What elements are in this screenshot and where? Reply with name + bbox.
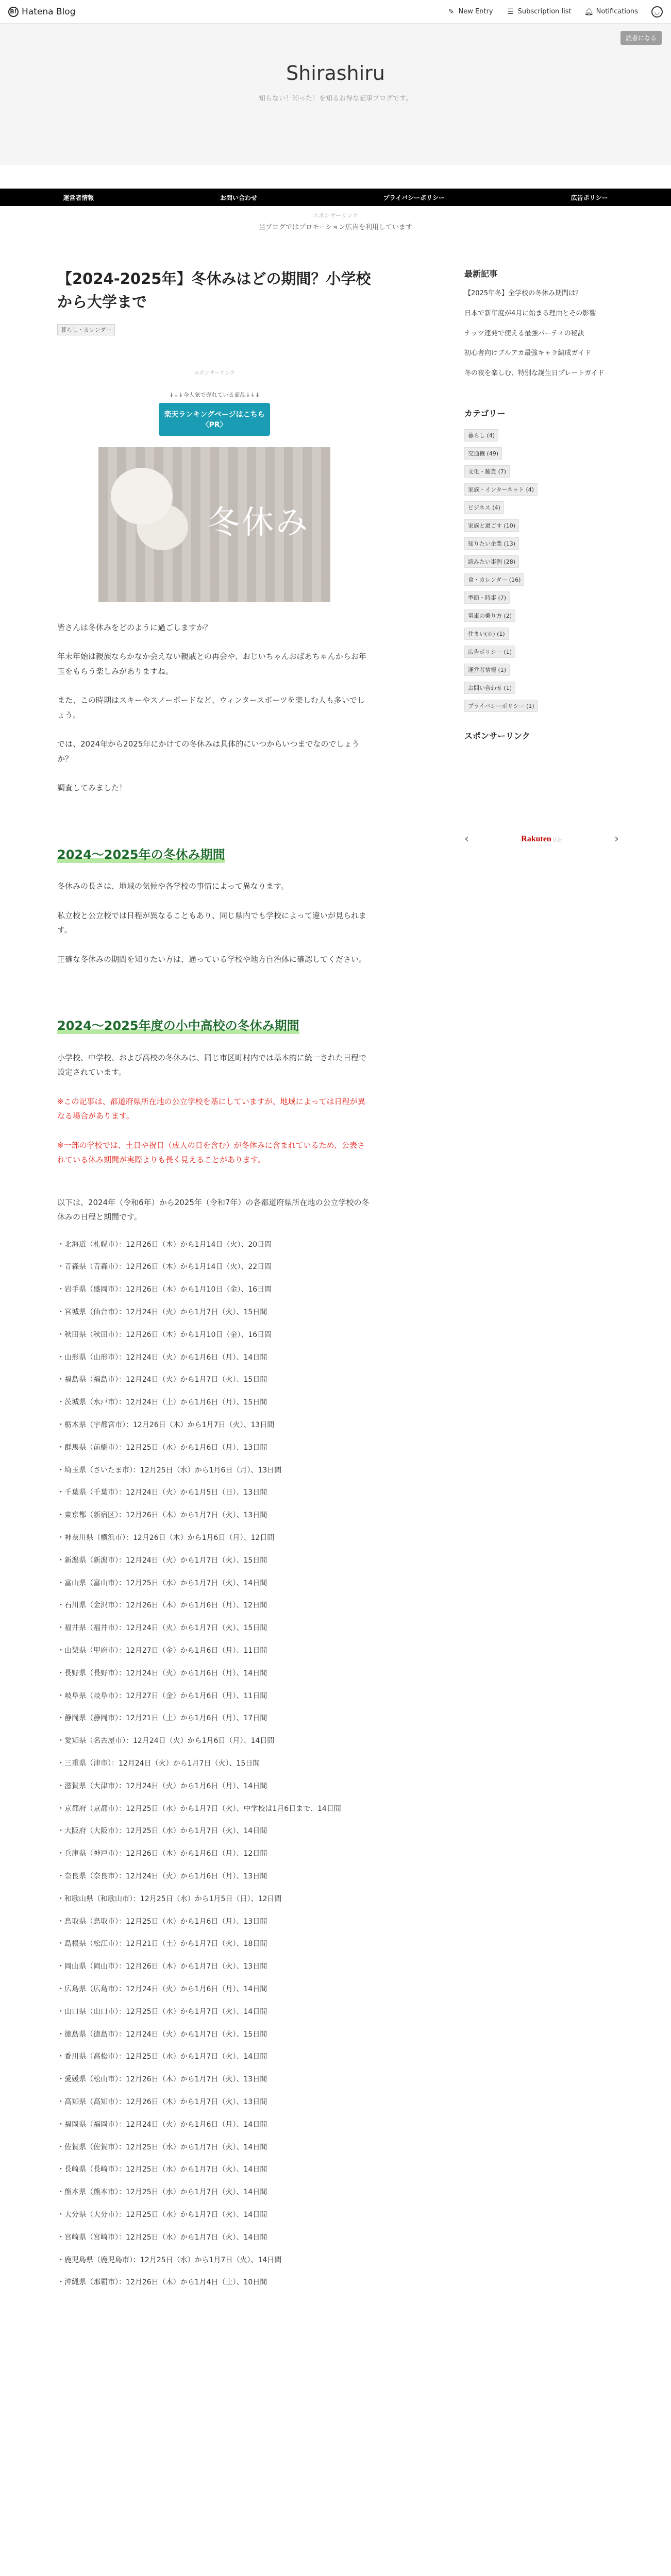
prefecture-item: ・秋田県（秋田市）：12月26日（木）から1月10日（金）、16日間 [57, 1330, 272, 1339]
new-entry-button[interactable] [447, 8, 493, 16]
article [57, 267, 372, 2299]
prefecture-item: ・福島県（福島市）：12月24日（火）から1月7日（火）、15日間 [57, 1376, 267, 1384]
prefecture-item: ・鳥取県（鳥取市）：12月25日（水）から1月6日（月）、13日間 [57, 1917, 267, 1926]
prefecture-item: ・島根県（松江市）：12月21日（土）から1月7日（火）、18日間 [57, 1940, 267, 1948]
section-paragraph: 私立校と公立校では日程が異なることもあり、同じ県内でも学校によって違いが見られます。 [57, 910, 367, 935]
chevron-right-icon[interactable]: › [614, 833, 619, 846]
section-paragraph: 小学校、中学校、および高校の冬休みは、同じ市区町村内では基本的に統一された日程で設定されています。 [57, 1053, 367, 1077]
prefecture-item: ・沖縄県（那覇市）：12月26日（木）から1月4日（土）、10日間 [57, 2278, 267, 2287]
notifications-button[interactable] [585, 8, 638, 16]
ad-subtext: ↓↓↓今人気で売れている商品↓↓↓ [169, 391, 260, 398]
recent-entry-link[interactable]: ナッツ連発で使える最強パーティの秘訣 [464, 329, 584, 337]
global-nav [0, 189, 671, 206]
recent-entry-link[interactable]: 日本で新年度が4月に始まる理由とその影響 [464, 309, 596, 317]
prefecture-item: ・東京都（新宿区）：12月26日（木）から1月7日（火）、13日間 [57, 1511, 267, 1520]
prefecture-item: ・北海道（札幌市）：12月26日（木）から1月14日（火）、20日間 [57, 1240, 272, 1249]
hatena-logo-icon: B! [8, 7, 19, 17]
prefecture-item: ・山形県（山形市）：12月24日（火）から1月6日（月）、14日間 [57, 1353, 267, 1362]
subscription-list-label: Subscription list [517, 8, 572, 15]
sponsor-heading: スポンサーリンク [464, 731, 530, 741]
sponsor-label: スポンサーリンク [313, 212, 358, 219]
rakuten-ranking-button[interactable]: 楽天ランキングページはこちら〈PR〉 [159, 403, 270, 436]
category-module [464, 407, 619, 712]
subscribe-reader-button[interactable]: 読者になる [620, 31, 662, 45]
prefecture-item: ・熊本県（熊本市）：12月25日（水）から1月7日（火）、14日間 [57, 2188, 267, 2197]
prefecture-item: ・福井県（福井市）：12月24日（火）から1月7日（火）、15日間 [57, 1624, 267, 1633]
category-link[interactable]: 運営者情報 (1) [464, 664, 510, 676]
category-link[interactable]: 交通機 (49) [464, 447, 502, 460]
promotion-note: 当ブログではプロモーション広告を利用しています [259, 224, 412, 231]
prefecture-item: ・岩手県（盛岡市）：12月26日（木）から1月10日（金）、16日間 [57, 1285, 272, 1294]
nav-about[interactable]: 運営者情報 [63, 194, 94, 201]
prefecture-item: ・山梨県（甲府市）：12月27日（金）から1月6日（月）、11日間 [57, 1647, 267, 1655]
rakuten-ad[interactable] [521, 834, 562, 844]
list-icon: ☰ [507, 7, 514, 16]
sidebar [464, 267, 619, 2299]
intro-paragraph: 調査してみました！ [57, 783, 127, 793]
hatena-brand: Hatena Blog [22, 6, 76, 17]
prefecture-item: ・石川県（金沢市）：12月26日（木）から1月6日（月）、12日間 [57, 1601, 267, 1610]
prefecture-item: ・大分県（大分市）：12月25日（水）から1月7日（火）、14日間 [57, 2210, 267, 2219]
prefecture-item: ・京都府（京都市）：12月25日（水）から1月7日（火）、中学校は1月6日まで、14日間 [57, 1804, 341, 1813]
prefecture-item: ・岡山県（岡山市）：12月26日（木）から1月7日（火）、13日間 [57, 1962, 267, 1971]
category-heading: カテゴリー [464, 408, 506, 418]
prefecture-item: ・長野県（長野市）：12月24日（火）から1月6日（月）、14日間 [57, 1669, 267, 1677]
prefecture-item: ・静岡県（静岡市）：12月21日（土）から1月6日（月）、17日間 [57, 1714, 267, 1723]
warning-note: ※一部の学校では、土日や祝日（成人の日を含む）が冬休みに含まれているため、公表されている休み期間が実際よりも長く見えることがあります。 [57, 1140, 365, 1165]
category-link[interactable]: 家族・インターネット (4) [464, 483, 538, 496]
hero-caption: 冬休み [207, 503, 310, 541]
prefecture-item: ・鹿児島県（鹿児島市）：12月25日（水）から1月7日（火）、14日間 [57, 2256, 282, 2264]
prefecture-item: ・宮城県（仙台市）：12月24日（火）から1月7日（火）、15日間 [57, 1308, 267, 1317]
rakuten-logo: Rakuten [521, 835, 551, 844]
prefecture-item: ・埼玉県（さいたま市）：12月25日（水）から1月6日（月）、13日間 [57, 1466, 282, 1475]
recent-entry-link[interactable]: 【2025年冬】全学校の冬休み期間は？ [464, 290, 582, 297]
prefecture-item: ・新潟県（新潟市）：12月24日（火）から1月7日（火）、15日間 [57, 1556, 267, 1565]
blog-title[interactable]: Shirashiru [286, 62, 385, 84]
recent-entry-link[interactable]: 冬の夜を楽しむ、特別な誕生日プレートガイド [464, 369, 605, 378]
prefecture-item: ・福岡県（福岡市）：12月24日（火）から1月6日（月）、14日間 [57, 2120, 267, 2129]
prefecture-item: ・大阪府（大阪市）：12月25日（水）から1月7日（火）、14日間 [57, 1827, 267, 1836]
prefecture-item: ・長崎県（長崎市）：12月25日（水）から1月7日（火）、14日間 [57, 2165, 267, 2174]
entry-title[interactable]: 【2024-2025年】冬休みはどの期間？小学校から大学まで [57, 270, 371, 311]
intro-paragraph: では、2024年から2025年にかけての冬休みは具体的にいつからいつまでなのでしょうか？ [57, 739, 360, 764]
warning-note: ※この記事は、都道府県所在地の公立学校を基にしていますが、地域によっては日程が異なる場合があります。 [57, 1096, 365, 1121]
ad-label: スポンサーリンク [194, 370, 235, 376]
bell-icon: 🔔︎ [584, 7, 594, 16]
nav-ad-policy[interactable]: 広告ポリシー [571, 194, 608, 201]
prefecture-item: ・栃木県（宇都宮市）：12月26日（木）から1月7日（火）、13日間 [57, 1421, 275, 1430]
user-avatar-icon[interactable]: ◡ [651, 6, 663, 18]
category-link[interactable]: 暮らし (4) [464, 429, 498, 442]
chevron-left-icon[interactable]: ‹ [464, 833, 469, 846]
prefecture-item: ・徳島県（徳島市）：12月24日（火）から1月7日（火）、15日間 [57, 2030, 267, 2039]
list-intro: 以下は、2024年（令和6年）から2025年（令和7年）の各都道府県所在地の公立学校の冬休みの日程と期間です。 [57, 1197, 370, 1222]
prefecture-item: ・富山県（富山市）：12月25日（水）から1月7日（火）、14日間 [57, 1579, 267, 1587]
section-paragraph: 正確な冬休みの期間を知りたい方は、通っている学校や地方自治体に確認してください。 [57, 954, 367, 964]
notifications-label: Notifications [596, 8, 638, 15]
blog-header [0, 24, 671, 165]
recent-entry-link[interactable]: 初心者向けブルアカ最強キャラ編成ガイド [464, 349, 591, 358]
prefecture-item: ・滋賀県（大津市）：12月24日（火）から1月6日（月）、14日間 [57, 1782, 267, 1790]
recent-heading: 最新記事 [464, 269, 498, 279]
prefecture-item: ・茨城県（水戸市）：12月24日（土）から1月6日（月）、15日間 [57, 1398, 267, 1407]
category-link[interactable]: お問い合わせ (1) [464, 682, 515, 694]
intro-paragraph: また、この時期はスキーやスノーボードなど、ウィンタースポーツを楽しむ人も多いでしょう。 [57, 696, 365, 720]
category-link[interactable]: プライバシーポリシー (1) [464, 700, 538, 712]
blog-description: 知らない！知った！を知るお得な記事ブログです。 [259, 95, 412, 103]
category-link[interactable]: 季節・時事 (7) [464, 591, 510, 604]
pencil-icon: ✎ [448, 7, 455, 16]
hero-image [98, 447, 330, 602]
prefecture-item: ・愛知県（名古屋市）：12月24日（火）から1月6日（月）、14日間 [57, 1737, 275, 1745]
subscription-list-button[interactable] [507, 8, 572, 16]
intro-paragraph: 皆さんは冬休みをどのように過ごしますか？ [57, 622, 212, 632]
prefecture-item: ・千葉県（千葉市）：12月24日（火）から1月5日（日）、13日間 [57, 1488, 267, 1497]
intro-paragraph: 年末年始は親族ならかなか会えない親戚との再会や、おじいちゃんおばあちゃんからお年玉をもらう楽しみがありますね。 [57, 652, 366, 676]
prefecture-item: ・和歌山県（和歌山市）：12月25日（水）から1月5日（日）、12日間 [57, 1894, 282, 1903]
prefecture-item: ・群馬県（前橋市）：12月25日（水）から1月6日（月）、13日間 [57, 1443, 267, 1452]
prefecture-item: ・香川県（高松市）：12月25日（水）から1月7日（火）、14日間 [57, 2053, 267, 2061]
recent-entries-module [464, 267, 619, 379]
new-entry-label: New Entry [458, 8, 493, 15]
prefecture-item: ・愛媛県（松山市）：12月26日（木）から1月7日（火）、13日間 [57, 2075, 267, 2084]
prefecture-item: ・奈良県（奈良市）：12月24日（火）から1月6日（月）、13日間 [57, 1872, 267, 1880]
hatena-blog-home-link[interactable] [8, 7, 76, 17]
category-link[interactable]: 知りたい企業 (13) [464, 537, 519, 550]
section-paragraph: 冬休みの長さは、地域の気候や各学校の事情によって異なります。 [57, 882, 289, 891]
category-link[interactable]: 住まい(ホ) (1) [464, 628, 509, 640]
section-heading: 2024〜2025年度の小中高校の冬休み期間 [57, 1019, 299, 1033]
category-link[interactable]: ビジネス (4) [464, 501, 504, 514]
category-link[interactable]: 食・カレンダー (16) [464, 573, 524, 586]
prefecture-item: ・神奈川県（横浜市）：12月26日（木）から1月6日（月）、12日間 [57, 1534, 275, 1543]
prefecture-item: ・青森県（青森市）：12月26日（木）から1月14日（火）、22日間 [57, 1263, 272, 1272]
category-link[interactable]: 文化・雑貨 (7) [464, 465, 510, 478]
prefecture-item: ・宮崎県（宮崎市）：12月25日（水）から1月7日（火）、14日間 [57, 2233, 267, 2242]
rakuten-ad-mark: 広告 [552, 838, 562, 843]
category-link[interactable]: 読みたい事例 (28) [464, 555, 519, 568]
prefecture-item: ・広島県（広島市）：12月24日（火）から1月6日（月）、14日間 [57, 1985, 267, 1993]
sponsor-module [464, 730, 619, 850]
prefecture-item: ・兵庫県（神戸市）：12月26日（木）から1月6日（月）、12日間 [57, 1850, 267, 1858]
prefecture-item: ・岐阜県（岐阜市）：12月27日（金）から1月6日（月）、11日間 [57, 1691, 267, 1700]
prefecture-item: ・山口県（山口市）：12月25日（水）から1月7日（火）、14日間 [57, 2007, 267, 2016]
prefecture-item: ・三重県（津市）：12月24日（火）から1月7日（火）、15日間 [57, 1759, 260, 1768]
category-link[interactable]: 電車の乗り方 (2) [464, 609, 515, 622]
ad-carousel [464, 829, 619, 850]
prefecture-list [57, 1239, 372, 2289]
prefecture-item: ・佐賀県（佐賀市）：12月25日（水）から1月7日（火）、14日間 [57, 2143, 267, 2151]
cotton-illustration [111, 468, 173, 524]
prefecture-item: ・高知県（高知市）：12月26日（木）から1月7日（火）、13日間 [57, 2097, 267, 2106]
category-link[interactable]: 家族と過ごす (10) [464, 519, 519, 532]
nav-privacy[interactable]: プライバシーポリシー [383, 194, 445, 201]
nav-contact[interactable]: お問い合わせ [220, 194, 257, 201]
section-heading: 2024〜2025年の冬休み期間 [57, 847, 225, 862]
entry-category-tag[interactable]: 暮らし・カレンダー [57, 324, 115, 335]
category-link[interactable]: 広告ポリシー (1) [464, 646, 515, 658]
hatena-global-header [0, 0, 671, 24]
